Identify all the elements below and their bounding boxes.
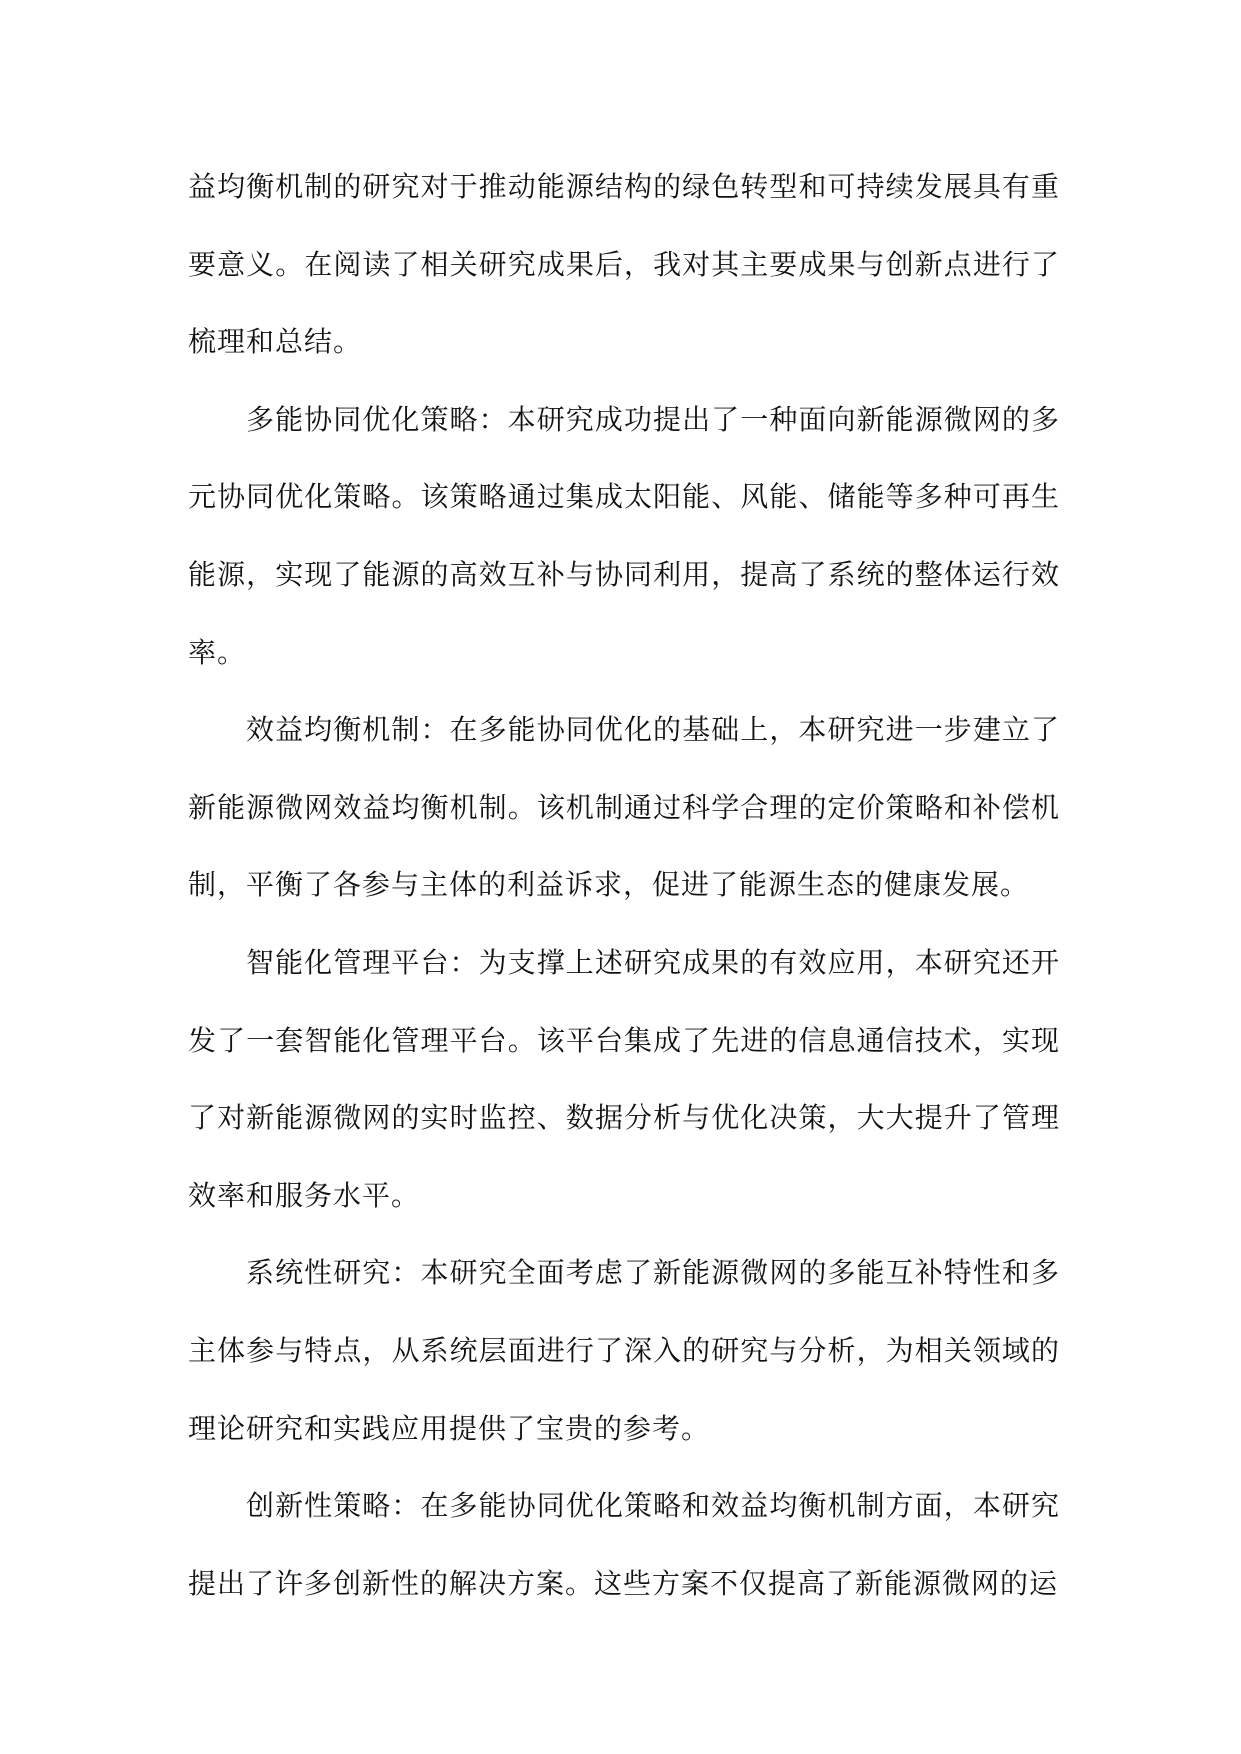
document-body <box>188 148 1060 1622</box>
paragraph-innovative-strategy: 创新性策略：在多能协同优化策略和效益均衡机制方面，本研究提出了许多创新性的解决方案。这些方案不仅提高了新能源微网的运 <box>188 1489 1060 1600</box>
paragraph-systematic-research: 系统性研究：本研究全面考虑了新能源微网的多能互补特性和多主体参与特点，从系统层面进行了深入的研究与分析，为相关领域的理论研究和实践应用提供了宝贵的参考。 <box>188 1256 1060 1445</box>
paragraph-smart-platform: 智能化管理平台：为支撑上述研究成果的有效应用，本研究还开发了一套智能化管理平台。该平台集成了先进的信息通信技术，实现了对新能源微网的实时监控、数据分析与优化决策，大大提升了管理效率和服务水平。 <box>188 945 1060 1212</box>
paragraph-multi-energy-strategy: 多能协同优化策略：本研究成功提出了一种面向新能源微网的多元协同优化策略。该策略通过集成太阳能、风能、储能等多种可再生能源，实现了能源的高效互补与协同利用，提高了系统的整体运行效率。 <box>188 402 1060 669</box>
paragraph-continuation: 益均衡机制的研究对于推动能源结构的绿色转型和可持续发展具有重要意义。在阅读了相关研究成果后，我对其主要成果与创新点进行了梳理和总结。 <box>188 170 1060 359</box>
paragraph-benefit-balance: 效益均衡机制：在多能协同优化的基础上，本研究进一步建立了新能源微网效益均衡机制。该机制通过科学合理的定价策略和补偿机制，平衡了各参与主体的利益诉求，促进了能源生态的健康发展。 <box>188 713 1060 902</box>
